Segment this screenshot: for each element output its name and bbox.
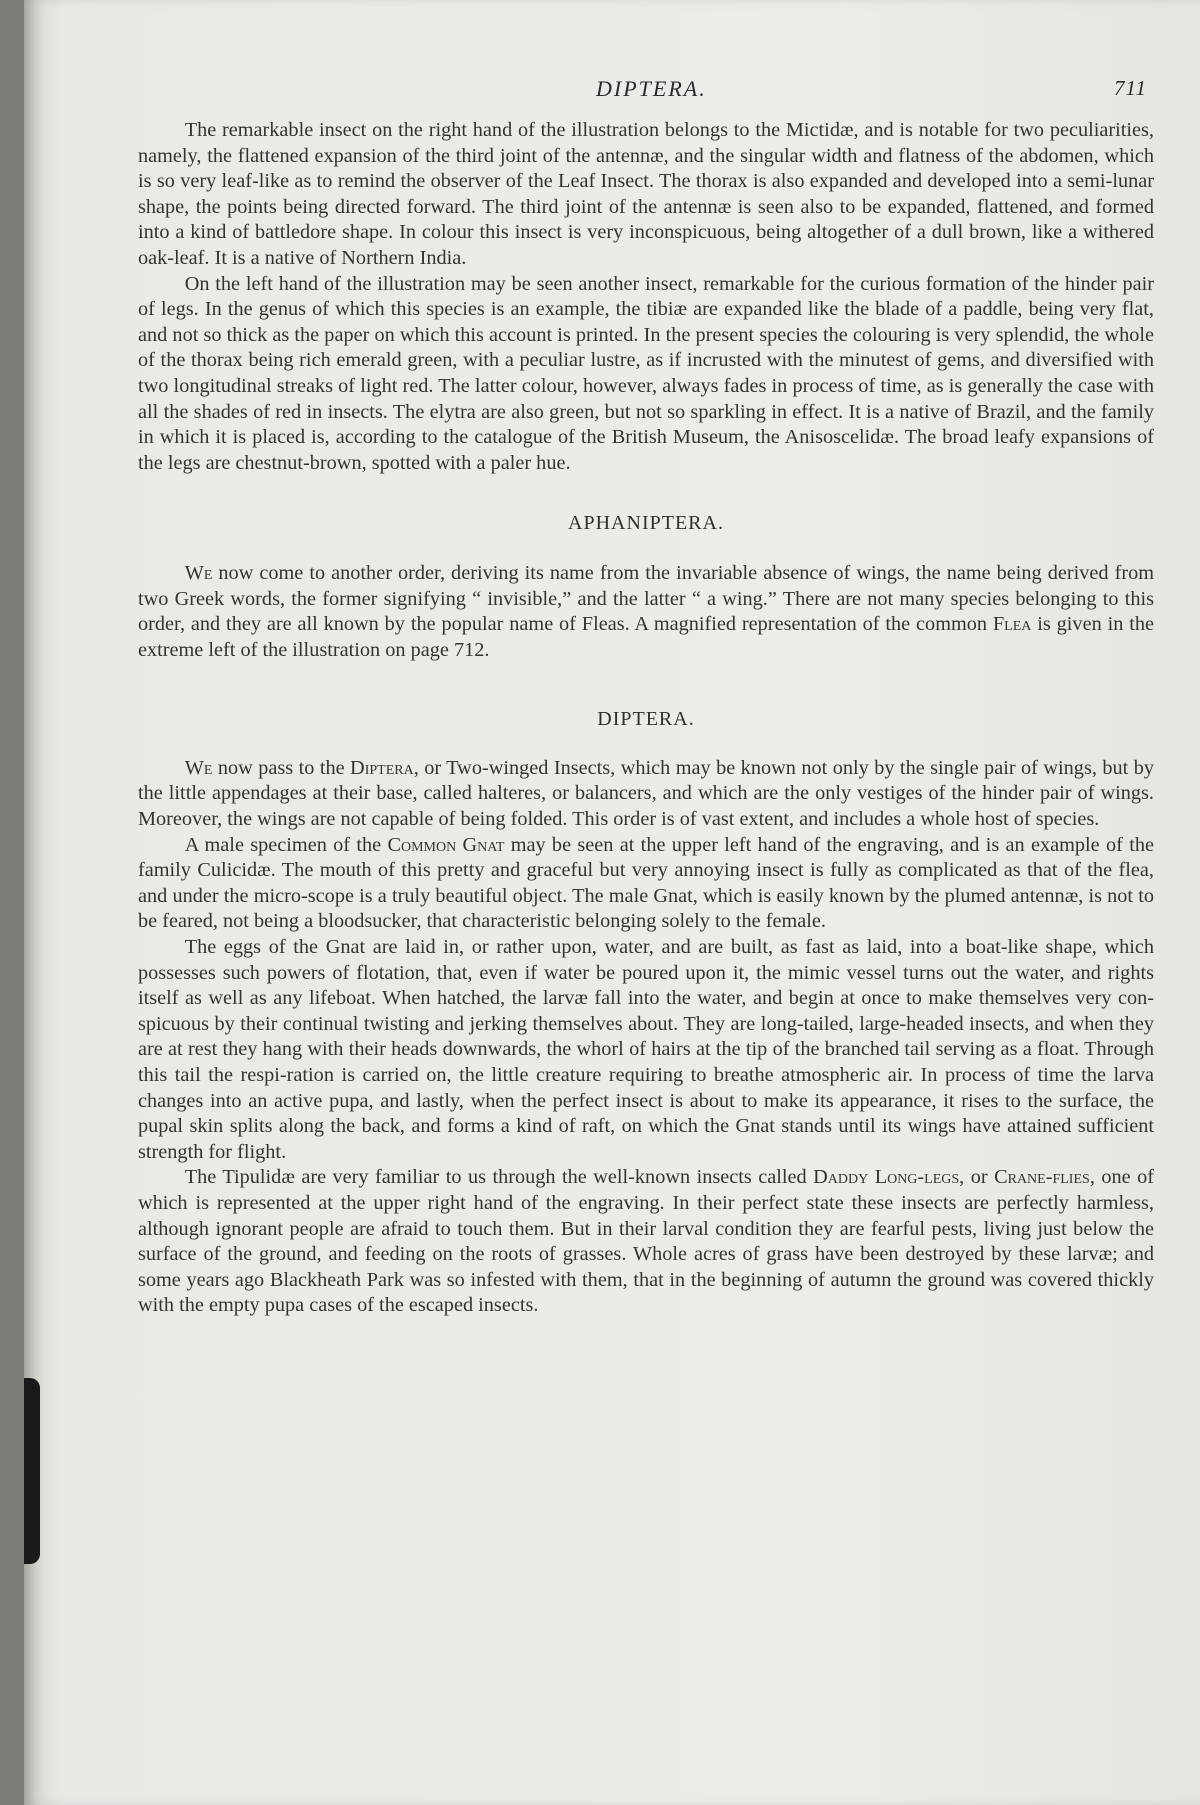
binding-shadow: [24, 1378, 40, 1564]
lead-word: We: [184, 561, 213, 584]
book-page: [24, 0, 1200, 1805]
flea-term: Flea: [992, 613, 1032, 636]
tipulidae-text-b: , one of which is represented at the upper right hand of the engraving. In their perfect state these insects are perfectly harmless, although ignorant people are afraid to touch them. But in their larval condition they are fearful pests, living just below the surface of the ground, and feeding on the roots of grasses. Whole acres of grass have been destroyed by these larvæ; and some years ago Blackheath Park was so infested with them, that in the beginning of autumn the ground was covered thickly with the empty pupa cases of the escaped insects.: [138, 1166, 1154, 1317]
aphaniptera-paragraph: [138, 561, 1154, 663]
diptera-term: Diptera: [350, 756, 414, 779]
crane-flies-term: Crane-flies: [994, 1166, 1090, 1189]
lead-word: We: [184, 756, 213, 779]
common-gnat-term: Common Gnat: [387, 833, 505, 856]
gnat-text-a: A male specimen of the: [184, 833, 388, 856]
page-number: 711: [1114, 76, 1147, 100]
daddy-long-legs-term: Daddy Long-legs: [813, 1166, 960, 1189]
diptera-paragraph-1: [138, 756, 1154, 833]
diptera-text-b: , or Two-winged Insects, which may be known not only by the single pair of wings, but by the little appendages at their base, called halteres, or balancers, and which are the only vestiges of the hinder pair of wings. Moreover, the wings are not capable of being folded. This order is of vast extent, and includes a whole host of species.: [138, 756, 1154, 831]
aphaniptera-text-b: is given in the extreme left of the illustration on page 712.: [138, 613, 1154, 661]
aphaniptera-text-a: now come to another order, deriving its name from the invariable absence of wings, the name being derived from two Greek words, the former signifying “ invisible,” and the latter “ a wing.” There are not many species belonging to this order, and they are all known by the popular name of Fleas. A magnified representation of the common: [138, 561, 1154, 636]
body-text: [138, 118, 1154, 1319]
tipulidae-text-a: The Tipulidæ are very familiar to us through the well-known insects called: [184, 1166, 814, 1189]
running-head: [24, 76, 1200, 106]
tipulidae-text-mid: , or: [959, 1166, 995, 1189]
gnat-text-b: may be seen at the upper left hand of the engraving, and is an example of the family Culicidæ. The mouth of this pretty and graceful but very annoying insect is fully as complicated as that of the flea, and under the micro-scope is a truly beautiful object. The male Gnat, which is easily known by the plumed antennæ, is not to be feared, not being a bloodsucker, that characteristic belonging solely to the female.: [138, 833, 1154, 933]
diptera-heading: DIPTERA.: [597, 708, 695, 731]
mictidae-paragraph-1: The remarkable insect on the right hand of the illustration belongs to the Mictidæ, and is notable for two peculiarities, namely, the flattened expansion of the third joint of the antennæ, and the singular width and flatness of the abdomen, which is so very leaf-like as to remind the observer of the Leaf Insect. The thorax is also expanded and developed into a semi-lunar shape, the points being directed forward. The third joint of the antennæ is seen also to be expanded, flattened, and formed into a kind of battledore shape. In colour this insect is very inconspicuous, being altogether of a dull brown, like a withered oak-leaf. It is a native of Northern India.: [138, 119, 1154, 269]
gnat-paragraph: [138, 833, 1154, 935]
anisoscelidae-paragraph: On the left hand of the illustration may be seen another insect, remarkable for the curious formation of the hinder pair of legs. In the genus of which this species is an example, the tibiæ are expanded like the blade of a paddle, being very flat, and not so thick as the paper on which this account is printed. In the present species the colouring is very splendid, the whole of the thorax being rich emerald green, with a peculiar lustre, as if incrusted with the minutest of gems, and diversified with two longitudinal streaks of light red. The latter colour, however, always fades in process of time, as is generally the case with all the shades of red in insects. The elytra are also green, but not so sparkling in effect. It is a native of Brazil, and the family in which it is placed is, according to the catalogue of the British Museum, the Anisoscelidæ. The broad leafy expansions of the legs are chestnut-brown, spotted with a paler hue.: [138, 272, 1154, 474]
running-head-title: DIPTERA.: [596, 76, 707, 101]
tipulidae-paragraph: [138, 1165, 1154, 1319]
aphaniptera-heading: APHANIPTERA.: [568, 512, 724, 535]
gnat-eggs-paragraph: The eggs of the Gnat are laid in, or rather upon, water, and are built, as fast as laid, into a boat-like shape, which possesses such powers of flotation, that, even if water be poured upon it, the mimic vessel turns out the water, and rights itself as well as any lifeboat. When hatched, the larvæ fall into the water, and begin at once to make themselves very con-spicuous by their continual twisting and jerking themselves about. They are long-tailed, large-headed insects, and when they are at rest they hang with their heads downwards, the whorl of hairs at the tip of the branched tail serving as a float. Through this tail the respi-ration is carried on, the little creature requiring to breathe atmospheric air. In process of time the larva changes into an active pupa, and lastly, when the perfect insect is about to make its appearance, it rises to the surface, the pupal skin splits along the back, and forms a kind of raft, on which the Gnat stands until its wings have attained sufficient strength for flight.: [138, 936, 1154, 1163]
diptera-text-a: now pass to the: [212, 756, 351, 779]
